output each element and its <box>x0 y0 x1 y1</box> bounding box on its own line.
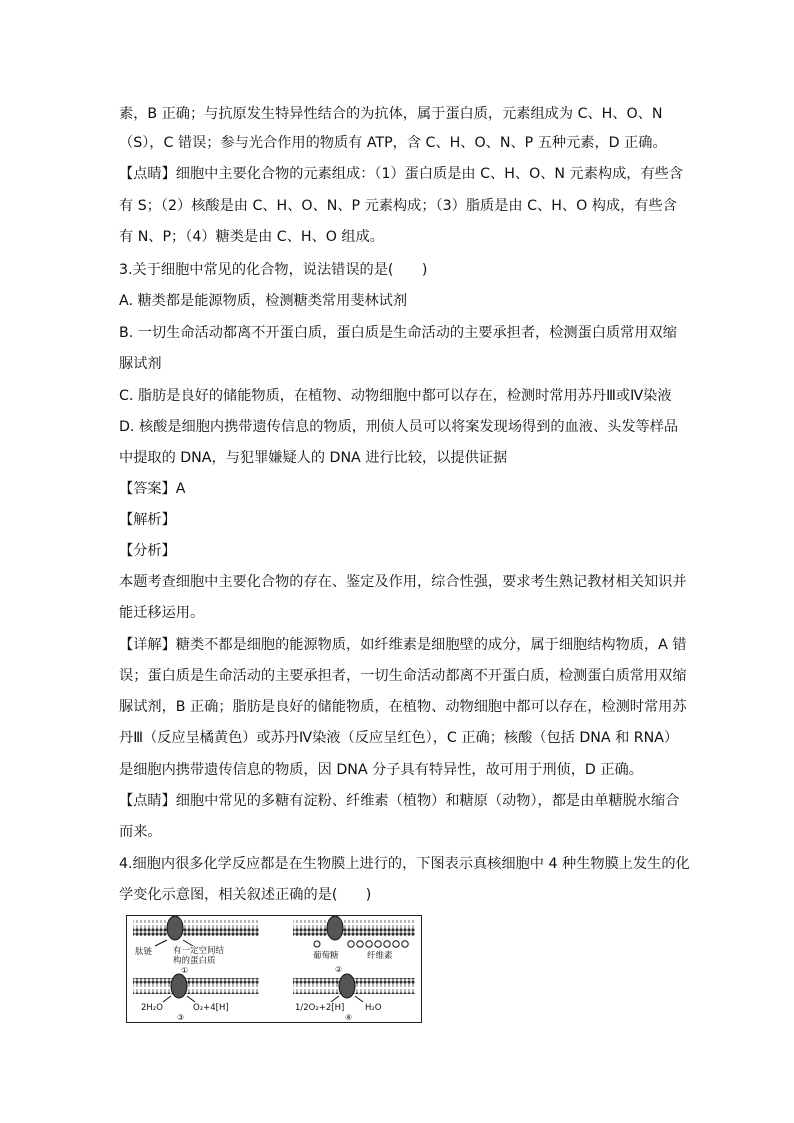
text-line: 本题考查细胞中主要化合物的存在、鉴定及作用，综合性强，要求考生熟记教材相关知识并 <box>119 574 687 590</box>
text-line: A. 糖类都是能源物质，检测糖类常用斐林试剂 <box>119 293 408 309</box>
text-line: 丹Ⅲ（反应呈橘黄色）或苏丹Ⅳ染液（反应呈红色），C 正确；核酸（包括 DNA 和 RNA） <box>119 730 679 746</box>
text-line: 【解析】 <box>119 512 176 528</box>
panel3-left-label: 2H₂O <box>141 1003 163 1013</box>
panel-1 <box>133 916 259 975</box>
membrane-figure <box>126 915 422 1023</box>
text-line: 而来。 <box>119 824 162 840</box>
text-line: B. 一切生命活动都离不开蛋白质，蛋白质是生命活动的主要承担者，检测蛋白质常用双缩 <box>119 325 677 341</box>
text-line: 脲试剂，B 正确；脂肪是良好的储能物质，在植物、动物细胞中都可以存在，检测时常用苏 <box>119 699 687 715</box>
membrane-diagram <box>127 916 421 1022</box>
panel2-left-label: 葡萄糖 <box>313 951 339 961</box>
text-line: D. 核酸是细胞内携带遗传信息的物质，刑侦人员可以将案发现场得到的血液、头发等样品 <box>119 419 679 435</box>
text-line: 【答案】A <box>119 481 186 497</box>
panel1-right-label-2: 构的蛋白质 <box>173 956 216 966</box>
text-line: 素，B 正确；与抗原发生特异性结合的为抗体，属于蛋白质，元素组成为 C、H、O、N <box>119 106 663 122</box>
text-line: 是细胞内携带遗传信息的物质，因 DNA 分子具有特异性，故可用于刑侦，D 正确。 <box>119 762 643 778</box>
text-line: 能迁移运用。 <box>119 605 205 621</box>
text-line: 有 N、P；（4）糖类是由 C、H、O 组成。 <box>119 229 384 245</box>
membrane-bilayer-1 <box>133 920 259 936</box>
panel2-number: ② <box>335 965 343 974</box>
text-line: （S），C 错误；参与光合作用的物质有 ATP，含 C、H、O、N、P 五种元素，D 正确。 <box>119 135 667 151</box>
text-line: 【详解】糖类不都是细胞的能源物质，如纤维素是细胞壁的成分，属于细胞结构物质，A 错 <box>119 637 687 653</box>
membrane-protein-3 <box>171 974 187 998</box>
panel2-right-label: 纤维素 <box>367 951 393 961</box>
text-line: 3.关于细胞中常见的化合物，说法错误的是( ) <box>119 262 428 278</box>
text-line: 有 S；（2）核酸是由 C、H、O、N、P 元素构成；（3）脂质是由 C、H、O 构成，有些含 <box>119 198 677 214</box>
membrane-bilayer-2 <box>293 920 415 936</box>
text-line: 4.细胞内很多化学反应都是在生物膜上进行的，下图表示真核细胞中 4 种生物膜上发生的化 <box>119 856 690 872</box>
cellulose-chain <box>348 941 408 947</box>
membrane-protein-1 <box>167 916 183 940</box>
text-line: 【分析】 <box>119 543 176 559</box>
panel4-right-label: H₂O <box>365 1003 382 1013</box>
panel3-right-label: O₂+4[H] <box>193 1003 229 1013</box>
text-line: 中提取的 DNA，与犯罪嫌疑人的 DNA 进行比较，以提供证据 <box>119 450 508 466</box>
panel1-left-label: 肽链 <box>135 947 153 957</box>
text-line: 【点睛】细胞中常见的多糖有淀粉、纤维素（植物）和糖原（动物），都是由单糖脱水缩合 <box>119 793 680 809</box>
panel-4 <box>293 974 415 1022</box>
membrane-protein-4 <box>339 974 355 998</box>
text-line: C. 脂肪是良好的储能物质，在植物、动物细胞中都可以存在，检测时常用苏丹Ⅲ或Ⅳ染液 <box>119 388 672 404</box>
membrane-protein-2 <box>327 916 343 940</box>
panel-2 <box>293 916 415 974</box>
panel3-number: ③ <box>177 1013 185 1022</box>
text-line: 误；蛋白质是生命活动的主要承担者，一切生命活动都离不开蛋白质，检测蛋白质常用双缩 <box>119 668 687 684</box>
panel1-number: ① <box>181 966 189 975</box>
panel4-number: ④ <box>345 1013 353 1022</box>
membrane-bilayer-3 <box>133 978 259 994</box>
panel-3 <box>133 974 259 1022</box>
panel1-right-label-1: 有一定空间结 <box>173 946 225 956</box>
panel4-left-label: 1/2O₂+2[H] <box>295 1003 345 1013</box>
text-line: 学变化示意图，相关叙述正确的是( ) <box>119 887 372 903</box>
text-line: 脲试剂 <box>119 356 162 372</box>
text-line: 【点睛】细胞中主要化合物的元素组成：（1）蛋白质是由 C、H、O、N 元素构成，有些含 <box>119 166 684 182</box>
